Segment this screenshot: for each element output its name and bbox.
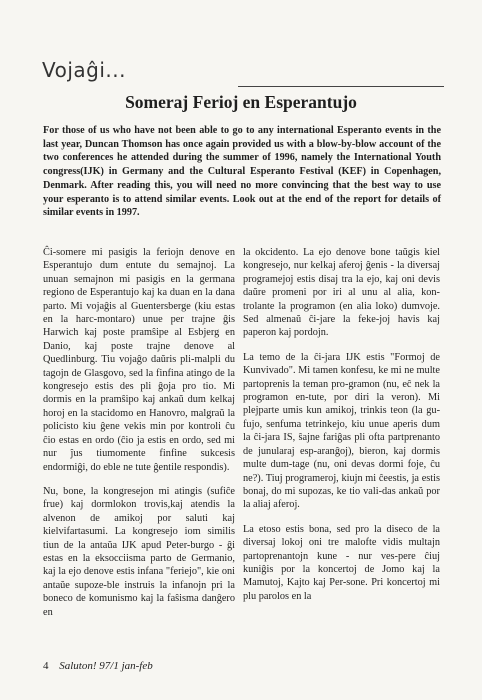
article-intro: For those of us who have not been able to go to any international Esperanto events in the last year, Duncan Thomson has once again provided us with a blow-by-blow account of the two conferences he attended during the summer of 1996, namely the International Youth congress(IJK) in Germany and the Cultural Esperanto Festival (KEF) in Copenhagen, Denmark. After reading this, you will need no more convincing that the best way to use your esperanto is to attend similar events. Look out at the end of the report for details of similar events in 1997. (43, 125, 441, 219)
right-paragraph-2: La temo de la ĉi-jara IJK estis "Formoj de Kunvivado". Mi tamen konfesu, ke mi ne multe partoprenis la teman pro-gramon (nu, eĉ nek la programon en-tute, por diri la veron). Mi plejparte umis kun amikoj, trinkis teon (la gu-fujo, senfuma tetrinkejo, kiu unue aperis dum la ĉi-jara IS, ŝajne fariĝas pli ofta partprenanto de junularaj esp-aranĝoj), bieron, kaj dormis multe dum-tage (nu, oni devas dormi foje, ĉu ne?). Tiuj programeroj, kiujn mi ĉeestis, ja estis bonaj, do mi supozas, ke tio vali-das ankaŭ por la aliaj aferoj. (243, 351, 440, 511)
right-paragraph-3: La etoso estis bona, sed pro la diseco de la diversaj lokoj oni tre malofte vidis multajn partoprenantojn kune - nur ves-pere ĉiuj kuniĝis por la koncertoj de Jomo kaj la Mamutoj, Kajto kaj Per-sone. Pri koncertoj mi plu parolos en la (243, 523, 440, 602)
right-paragraph-1: la okcidento. La ejo denove bone taŭgis kiel kongresejo, nur kelkaj aferoj ĝenis - la diversaj programejoj estis disaj tra la ejo, kaj oni devis daŭre promeni por iri al unu al alia, kon-trolante la programon (en alia loko) dumvoje. Sed almenaŭ ĉi-jare la feke-joj havis kaj paperon kaj pordojn. (243, 247, 440, 339)
section-label: Vojaĝi... (42, 58, 127, 82)
left-paragraph-1: Ĉi-somere mi pasigis la feriojn denove en Esperantujo dum entute du semajnoj. La unuan semajnon mi pasigis en la germana regiono de Esperantujo kaj ka duan en la dana parto. Mi vojaĝis al Guentersberge (kiu estas en la harc-montaro) unue per trajne ĝis Harwich kaj poste pramŝipe al Esbjerg en Danio, kaj poste trajne denove al Quedlinburg. Tiu vojaĝo daŭris pli-malpli du tagojn de Glasgovo, sed la finfina atingo de la kongresejo estis des pli ĝoja pro tio. Mi dormis en la pramŝipo kaj ankaŭ dum kelkaj horoj en la stacidomo en Hanovro, malgraŭ la policisto kiu ĝene vekis min por kontroli ĉu ĉio estas en ordo (ĉio ja estis en ordo, sed mi nur ĵus tiumomente finfine sukcesis endormiĝi, do eble ne tute ĝentile respondis). (43, 247, 235, 473)
section-rule (238, 86, 444, 87)
left-column (43, 246, 235, 630)
right-column (243, 246, 440, 614)
article-title: Someraj Ferioj en Esperantujo (125, 92, 357, 112)
left-paragraph-2: Nu, bone, la kongresejon mi atingis (sufiĉe frue) kaj dormlokon trovis,kaj atendis la alvenon de amikoj por saluti kaj kielvifartasumi. La kongresejo iom similis tiun de la antaŭa IJK apud Peter-burgo - ĝi estas en la eksocciisma parto de Germanio, kaj la ejo denove estis infana "feriejo", kie oni antaŭe supoze-ble instruis la infanojn pri la boneco de komunismo kaj la faŝisma danĝero en (43, 485, 235, 618)
publication-info: Saluton! 97/1 jan-feb (59, 660, 153, 672)
page-footer (43, 660, 153, 672)
page-number: 4 (43, 660, 49, 672)
